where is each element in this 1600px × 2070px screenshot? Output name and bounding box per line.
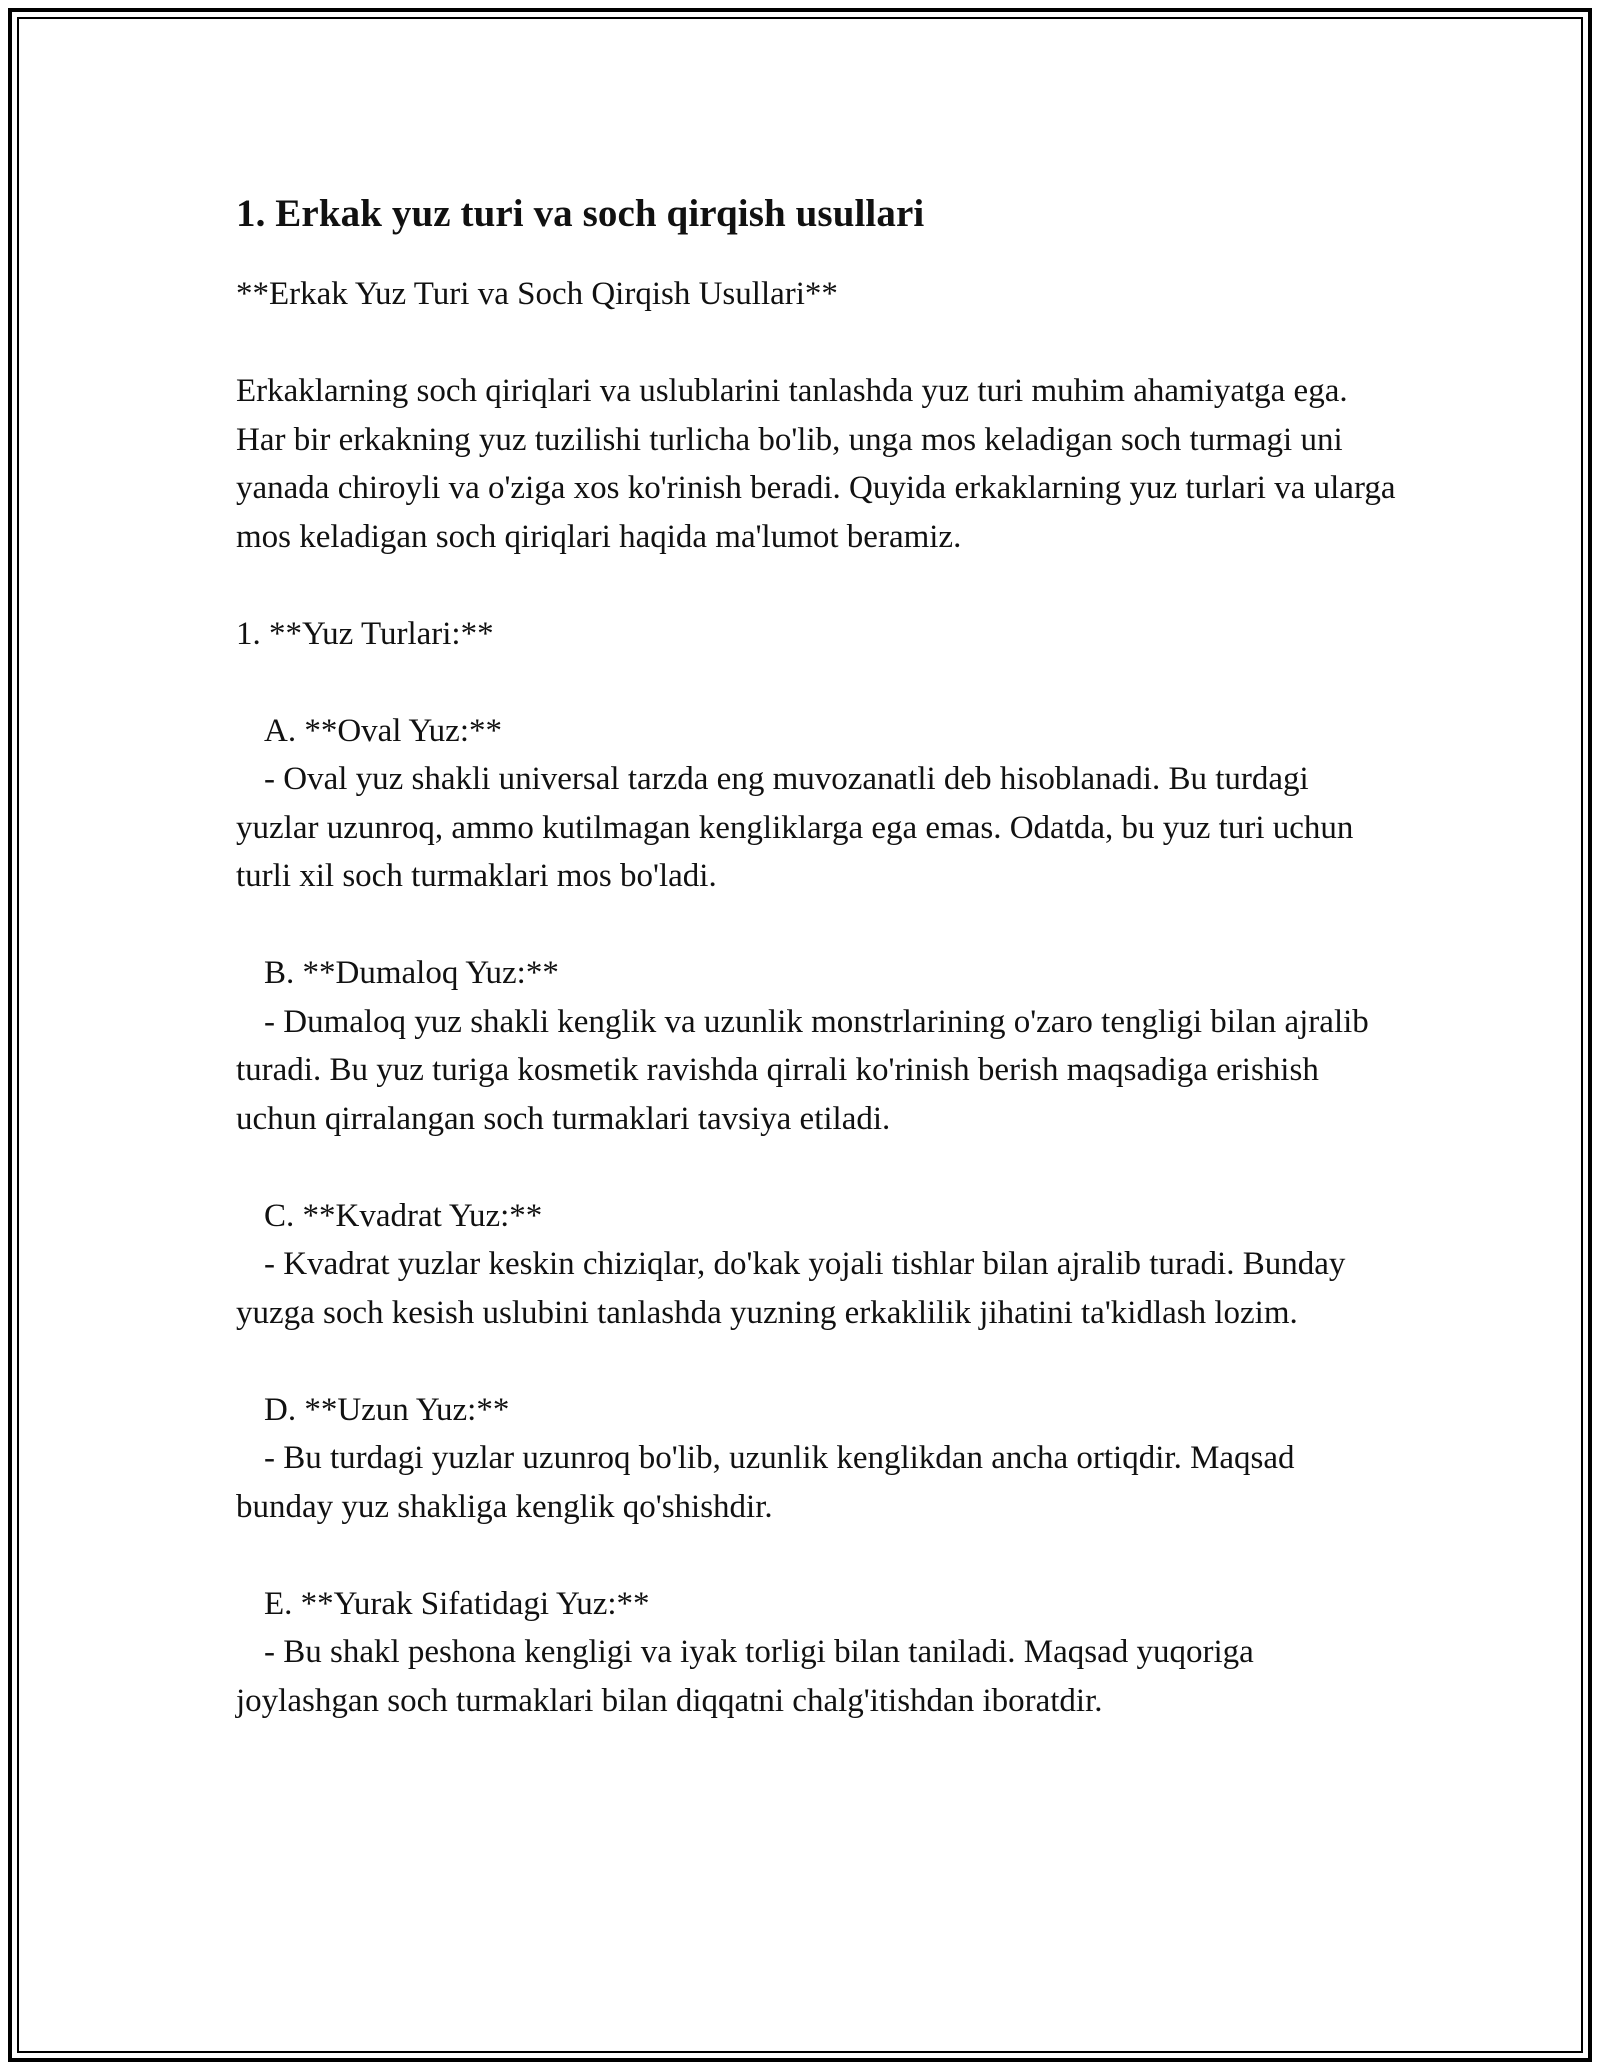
face-type-heading: A. **Oval Yuz:** xyxy=(264,712,502,749)
face-type-heading: E. **Yurak Sifatidagi Yuz:** xyxy=(264,1585,650,1622)
spacer xyxy=(236,901,1396,950)
face-type-heading: B. **Dumaloq Yuz:** xyxy=(264,955,559,991)
face-type-item xyxy=(236,707,1396,901)
spacer xyxy=(236,319,1396,368)
face-type-heading: C. **Kvadrat Yuz:** xyxy=(264,1197,543,1234)
face-type-description: - Oval yuz shakli universal tarzda eng muvozanatli deb hisoblanadi. Bu turdagi yuzlar uzunroq, ammo kutilmagan kengliklarga ega emas. Odatda, bu yuz turi uchun turli xil soch turmaklari mos bo'ladi. xyxy=(236,761,1362,894)
spacer xyxy=(236,1337,1396,1386)
face-type-item xyxy=(236,1580,1396,1726)
face-type-description: - Kvadrat yuzlar keskin chiziqlar, do'kak yojali tishlar bilan ajralib turadi. Bunday yuzga soch kesish uslubini tanlashda yuzning erkaklilik jihatini ta'kidlash lozim. xyxy=(236,1246,1354,1331)
spacer xyxy=(236,658,1396,707)
spacer xyxy=(236,1143,1396,1192)
face-type-description: - Bu turdagi yuzlar uzunroq bo'lib, uzunlik kenglikdan ancha ortiqdir. Maqsad bunday yuz shakliga kenglik qo'shishdir. xyxy=(236,1440,1303,1525)
face-type-item xyxy=(236,949,1396,1143)
face-type-description: - Dumaloq yuz shakli kenglik va uzunlik monstrlarining o'zaro tengligi bilan ajralib turadi. Bu yuz turiga kosmetik ravishda qirrali ko'rinish berish maqsadiga erishish uchun qirralangan soch turmaklari tavsiya etiladi. xyxy=(236,1003,1378,1137)
spacer xyxy=(236,1531,1396,1580)
spacer xyxy=(236,561,1396,610)
intro-paragraph: Erkaklarning soch qiriqlari va uslublarini tanlashda yuz turi muhim ahamiyatga ega. Har bir erkakning yuz tuzilishi turlicha bo'lib, unga mos keladigan soch turmagi uni yanada chiroyli va o'ziga xos ko'rinish beradi. Quyida erkaklarning yuz turlari va ularga mos keladigan soch qiriqlari haqida ma'lumot beramiz. xyxy=(236,373,1404,555)
document-body xyxy=(236,186,1404,1725)
face-type-item xyxy=(236,1386,1396,1532)
document-subtitle: **Erkak Yuz Turi va Soch Qirqish Usullari** xyxy=(236,276,838,312)
face-type-description: - Bu shakl peshona kengligi va iyak torligi bilan taniladi. Maqsad yuqoriga joylashgan soch turmaklari bilan diqqatni chalg'itishdan iboratdir. xyxy=(236,1634,1263,1719)
face-type-heading: D. **Uzun Yuz:** xyxy=(264,1391,510,1428)
document-title: 1. Erkak yuz turi va soch qirqish usullari xyxy=(236,192,925,235)
face-type-item xyxy=(236,1192,1396,1338)
section-heading: 1. **Yuz Turlari:** xyxy=(236,615,494,652)
